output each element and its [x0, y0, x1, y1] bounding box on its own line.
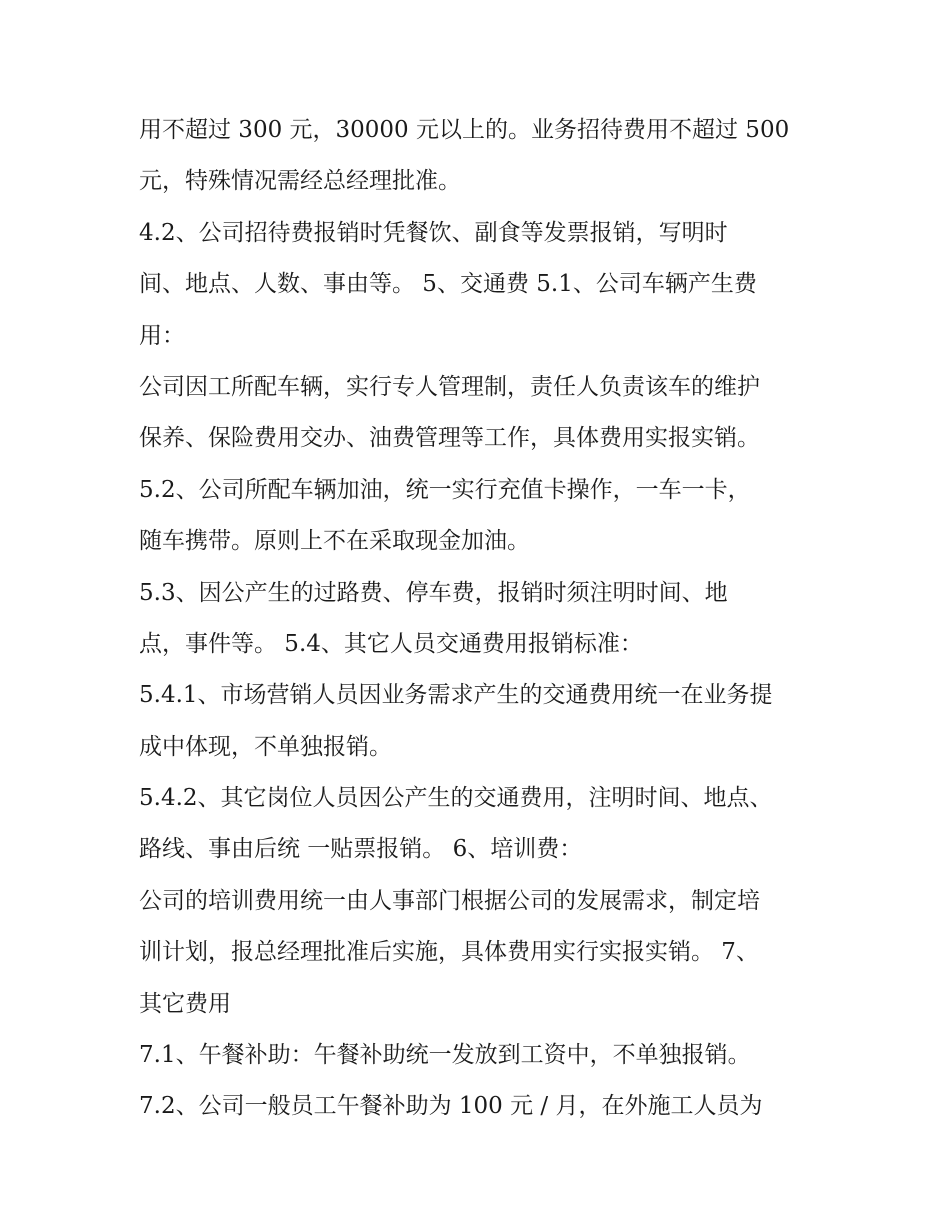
text-line: 用：: [139, 322, 185, 349]
text-line: 用不超过 300 元，30000 元以上的。业务招待费用不超过 500: [139, 117, 790, 143]
text-line: 7.2、公司一般员工午餐补助为 100 元 / 月，在外施工人员为: [139, 1093, 763, 1120]
text-line: 公司的培训费用统一由人事部门根据公司的发展需求，制定培: [139, 887, 760, 914]
text-line: 公司因工所配车辆，实行专人管理制，责任人负责该车的维护: [139, 373, 760, 400]
text-line: 5.3、因公产生的过路费、停车费，报销时须注明时间、地: [139, 579, 728, 606]
text-line: 其它费用: [139, 990, 231, 1017]
text-line: 5.4.1、市场营销人员因业务需求产生的交通费用统一在业务提: [139, 682, 773, 709]
text-line: 5.2、公司所配车辆加油，统一实行充值卡操作，一车一卡，: [139, 476, 751, 503]
text-line: 训计划，报总经理批准后实施，具体费用实行实报实销。 7、: [139, 939, 759, 966]
text-line: 点，事件等。 5.4、其它人员交通费用报销标准：: [139, 630, 643, 657]
text-line: 7.1、午餐补助：午餐补助统一发放到工资中，不单独报销。: [139, 1042, 751, 1069]
text-line: 4.2、公司招待费报销时凭餐饮、副食等发票报销，写明时: [139, 219, 728, 246]
text-line: 保养、保险费用交办、油费管理等工作，具体费用实报实销。: [139, 425, 760, 452]
text-line: 间、地点、人数、事由等。 5、交通费 5.1、公司车辆产生费: [139, 271, 757, 298]
body-text: [139, 107, 829, 1135]
text-line: 5.4.2、其它岗位人员因公产生的交通费用，注明时间、地点、: [139, 785, 773, 812]
text-line: 成中体现，不单独报销。: [139, 733, 392, 760]
text-line: 随车携带。原则上不在采取现金加油。: [139, 528, 530, 555]
text-line: 元，特殊情况需经总经理批准。: [139, 168, 461, 195]
text-line: 路线、事由后统 一贴票报销。 6、培训费：: [139, 836, 583, 863]
